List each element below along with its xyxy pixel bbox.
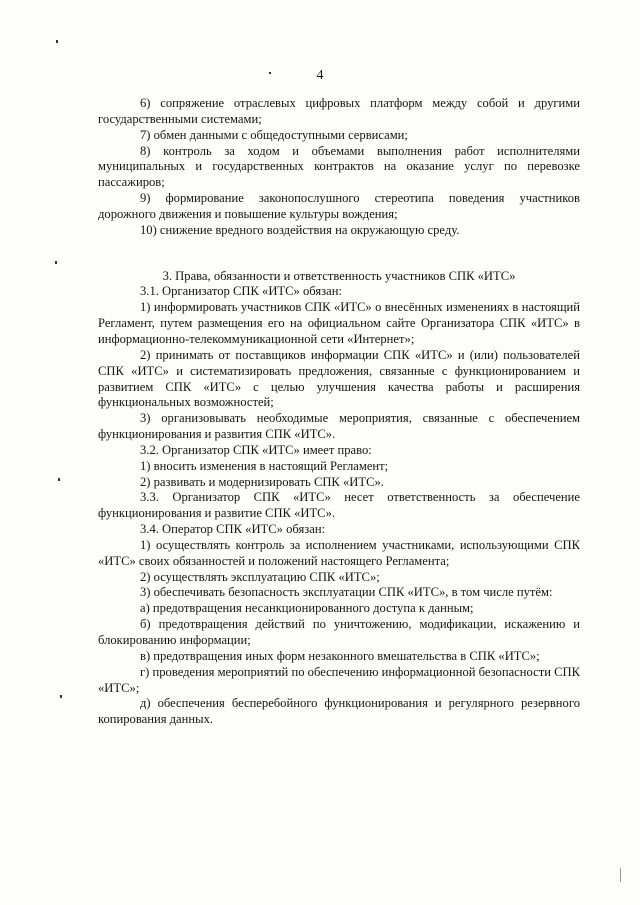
section-gap — [98, 239, 580, 269]
paragraph: в) предотвращения иных форм незаконного вмешательства в СПК «ИТС»; — [140, 648, 540, 663]
paragraph: 1) вносить изменения в настоящий Регламент; — [140, 458, 389, 473]
paragraph: 3.1. Организатор СПК «ИТС» обязан: — [140, 284, 342, 299]
paragraph: 3.2. Организатор СПК «ИТС» имеет право: — [140, 442, 372, 457]
paragraph: 1) информировать участников СПК «ИТС» о внесённых изменениях в настоящий Регламент, путем размещения его на официальном сайте Организатора СПК «ИТС» в информационно-телекоммуникационной сети «Интернет»; — [98, 300, 580, 346]
paragraph: 2) осуществлять эксплуатацию СПК «ИТС»; — [140, 569, 380, 584]
paragraph: 3) обеспечивать безопасность эксплуатации СПК «ИТС», в том числе путём: — [140, 585, 553, 600]
scan-speck — [56, 40, 58, 43]
scan-speck — [620, 868, 621, 882]
scan-speck — [58, 478, 60, 481]
list-item: 10) снижение вредного воздействия на окружающую среду. — [140, 222, 460, 237]
paragraph: д) обеспечения бесперебойного функционирования и регулярного резервного копирования данных. — [98, 696, 580, 727]
paragraph: 3.3. Организатор СПК «ИТС» несет ответственность за обеспечение функционирования и развитие СПК «ИТС». — [98, 490, 580, 521]
paragraph: 1) осуществлять контроль за исполнением участниками, использующими СПК «ИТС» своих обязанностей и положений настоящего Регламента; — [98, 537, 580, 568]
document-body — [98, 96, 580, 728]
paragraph: 2) развивать и модернизировать СПК «ИТС». — [140, 474, 384, 489]
list-item: 8) контроль за ходом и объемами выполнения работ исполнителями муниципальных и государственных контрактов на оказание услуг по перевозке пассажиров; — [98, 143, 580, 190]
list-item: 9) формирование законопослушного стереотипа поведения участников дорожного движения и повышение культуры вождения; — [98, 191, 580, 221]
list-item: 7) обмен данными с общедоступными сервисами; — [140, 127, 408, 142]
list-item: 6) сопряжение отраслевых цифровых платформ между собой и другими государственными системами; — [98, 96, 580, 126]
paragraph: 2) принимать от поставщиков информации СПК «ИТС» и (или) пользователей СПК «ИТС» и систематизировать предложения, связанные с функционированием и развитием СПК «ИТС» с целью улучшения качества работы и расширения функциональных возможностей; — [98, 347, 580, 410]
paragraph: 3.4. Оператор СПК «ИТС» обязан: — [140, 522, 326, 537]
paragraph: г) проведения мероприятий по обеспечению информационной безопасности СПК «ИТС»; — [98, 664, 580, 695]
scan-speck — [55, 261, 57, 264]
paragraph: 3) организовывать необходимые мероприятия, связанные с обеспечением функционирования и развития СПК «ИТС». — [98, 411, 580, 442]
page-number: 4 — [316, 68, 324, 83]
section-heading: 3. Права, обязанности и ответственность участников СПК «ИТС» — [162, 268, 516, 283]
scan-speck — [60, 695, 62, 698]
paragraph: а) предотвращения несанкционированного доступа к данным; — [140, 601, 474, 616]
paragraph: б) предотвращения действий по уничтожению, модификации, искажению и блокированию информации; — [98, 617, 580, 647]
